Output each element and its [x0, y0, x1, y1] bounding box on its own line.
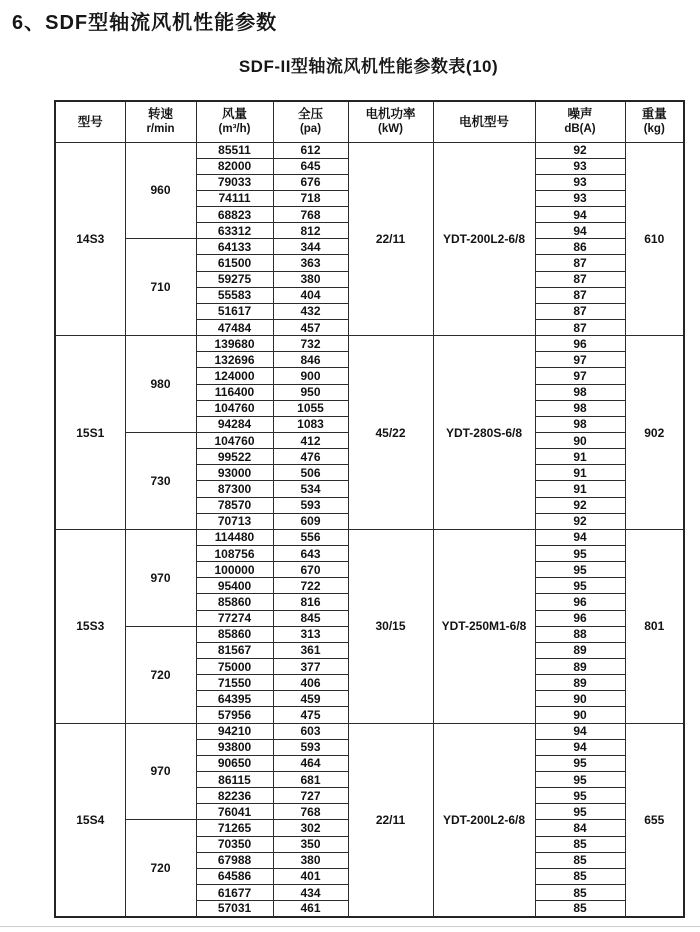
flow-cell: 61500: [196, 255, 273, 271]
header-label: 噪声: [567, 107, 593, 122]
pressure-cell: 603: [273, 723, 348, 739]
header-label: 重量: [641, 107, 667, 122]
pressure-cell: 556: [273, 529, 348, 545]
noise-cell: 95: [535, 804, 625, 820]
noise-cell: 91: [535, 465, 625, 481]
pressure-cell: 732: [273, 336, 348, 352]
pressure-cell: 1083: [273, 416, 348, 432]
noise-cell: 94: [535, 207, 625, 223]
noise-cell: 87: [535, 271, 625, 287]
flow-cell: 132696: [196, 352, 273, 368]
header-label: 电机功率: [365, 107, 416, 122]
noise-cell: 92: [535, 513, 625, 529]
noise-cell: 85: [535, 852, 625, 868]
weight-cell: 655: [625, 723, 684, 917]
flow-cell: 104760: [196, 433, 273, 449]
header-unit: r/min: [146, 123, 175, 136]
noise-cell: 95: [535, 546, 625, 562]
header-row: [55, 101, 684, 142]
noise-cell: 84: [535, 820, 625, 836]
noise-cell: 93: [535, 158, 625, 174]
col-header-model: [55, 101, 125, 142]
pressure-cell: 302: [273, 820, 348, 836]
flow-cell: 116400: [196, 384, 273, 400]
pressure-cell: 350: [273, 836, 348, 852]
pressure-cell: 718: [273, 190, 348, 206]
col-header-motor: [433, 101, 535, 142]
weight-cell: 801: [625, 529, 684, 723]
pressure-cell: 609: [273, 513, 348, 529]
flow-cell: 75000: [196, 659, 273, 675]
pressure-cell: 676: [273, 174, 348, 190]
table-title: SDF-II型轴流风机性能参数表(10): [238, 57, 499, 76]
pressure-cell: 412: [273, 433, 348, 449]
noise-cell: 97: [535, 368, 625, 384]
flow-cell: 139680: [196, 336, 273, 352]
noise-cell: 98: [535, 400, 625, 416]
header-unit: (pa): [299, 123, 322, 136]
flow-cell: 87300: [196, 481, 273, 497]
power-cell: 30/15: [348, 529, 433, 723]
pressure-cell: 380: [273, 271, 348, 287]
speed-cell: 730: [125, 433, 196, 530]
noise-cell: 89: [535, 642, 625, 658]
pressure-cell: 768: [273, 804, 348, 820]
pressure-cell: 457: [273, 320, 348, 336]
flow-cell: 74111: [196, 190, 273, 206]
noise-cell: 91: [535, 481, 625, 497]
speed-cell: 970: [125, 529, 196, 626]
noise-cell: 88: [535, 626, 625, 642]
pressure-cell: 670: [273, 562, 348, 578]
flow-cell: 67988: [196, 852, 273, 868]
flow-cell: 70713: [196, 513, 273, 529]
pressure-cell: 401: [273, 868, 348, 884]
noise-cell: 95: [535, 578, 625, 594]
pressure-cell: 846: [273, 352, 348, 368]
flow-cell: 85860: [196, 594, 273, 610]
motor-cell: YDT-280S-6/8: [433, 336, 535, 530]
pressure-cell: 476: [273, 449, 348, 465]
noise-cell: 85: [535, 884, 625, 900]
noise-cell: 93: [535, 190, 625, 206]
flow-cell: 104760: [196, 400, 273, 416]
flow-cell: 93000: [196, 465, 273, 481]
pressure-cell: 722: [273, 578, 348, 594]
flow-cell: 108756: [196, 546, 273, 562]
flow-cell: 61677: [196, 884, 273, 900]
pressure-cell: 643: [273, 546, 348, 562]
pressure-cell: 432: [273, 303, 348, 319]
motor-cell: YDT-200L2-6/8: [433, 142, 535, 336]
col-header-pressure: [273, 101, 348, 142]
noise-cell: 87: [535, 303, 625, 319]
noise-cell: 94: [535, 723, 625, 739]
flow-cell: 76041: [196, 804, 273, 820]
pressure-cell: 461: [273, 901, 348, 917]
pressure-cell: 406: [273, 675, 348, 691]
header-label: 型号: [77, 114, 103, 129]
flow-cell: 63312: [196, 223, 273, 239]
noise-cell: 92: [535, 497, 625, 513]
noise-cell: 96: [535, 336, 625, 352]
noise-cell: 90: [535, 691, 625, 707]
model-cell: 15S4: [55, 723, 125, 917]
noise-cell: 87: [535, 320, 625, 336]
motor-cell: YDT-200L2-6/8: [433, 723, 535, 917]
model-cell: 14S3: [55, 142, 125, 336]
header-unit: (kg): [643, 123, 665, 136]
noise-cell: 93: [535, 174, 625, 190]
flow-cell: 70350: [196, 836, 273, 852]
pressure-cell: 380: [273, 852, 348, 868]
pressure-cell: 534: [273, 481, 348, 497]
pressure-cell: 377: [273, 659, 348, 675]
model-cell: 15S3: [55, 529, 125, 723]
pressure-cell: 645: [273, 158, 348, 174]
pressure-cell: 768: [273, 207, 348, 223]
speed-cell: 720: [125, 626, 196, 723]
header-label: 全压: [297, 107, 323, 122]
motor-cell: YDT-250M1-6/8: [433, 529, 535, 723]
flow-cell: 55583: [196, 287, 273, 303]
flow-cell: 59275: [196, 271, 273, 287]
col-header-speed: [125, 101, 196, 142]
pressure-cell: 816: [273, 594, 348, 610]
performance-table: [54, 100, 685, 918]
noise-cell: 89: [535, 675, 625, 691]
flow-cell: 77274: [196, 610, 273, 626]
col-header-noise: [535, 101, 625, 142]
noise-cell: 90: [535, 433, 625, 449]
flow-cell: 95400: [196, 578, 273, 594]
pressure-cell: 459: [273, 691, 348, 707]
pressure-cell: 363: [273, 255, 348, 271]
noise-cell: 96: [535, 610, 625, 626]
speed-cell: 710: [125, 239, 196, 336]
noise-cell: 94: [535, 739, 625, 755]
flow-cell: 47484: [196, 320, 273, 336]
pressure-cell: 404: [273, 287, 348, 303]
noise-cell: 92: [535, 142, 625, 158]
pressure-cell: 845: [273, 610, 348, 626]
page-title: 6、SDF型轴流风机性能参数: [12, 12, 278, 34]
page-edge-line: [0, 926, 700, 927]
flow-cell: 79033: [196, 174, 273, 190]
pressure-cell: 612: [273, 142, 348, 158]
flow-cell: 68823: [196, 207, 273, 223]
noise-cell: 96: [535, 594, 625, 610]
noise-cell: 85: [535, 868, 625, 884]
table-row: [55, 723, 684, 739]
speed-cell: 960: [125, 142, 196, 239]
col-header-flow: [196, 101, 273, 142]
flow-cell: 124000: [196, 368, 273, 384]
pressure-cell: 900: [273, 368, 348, 384]
weight-cell: 902: [625, 336, 684, 530]
noise-cell: 98: [535, 384, 625, 400]
power-cell: 22/11: [348, 142, 433, 336]
pressure-cell: 313: [273, 626, 348, 642]
pressure-cell: 950: [273, 384, 348, 400]
flow-cell: 86115: [196, 771, 273, 787]
flow-cell: 100000: [196, 562, 273, 578]
pressure-cell: 593: [273, 739, 348, 755]
flow-cell: 64133: [196, 239, 273, 255]
model-cell: 15S1: [55, 336, 125, 530]
header-label: 转速: [147, 107, 173, 122]
flow-cell: 64586: [196, 868, 273, 884]
table-row: [55, 336, 684, 352]
pressure-cell: 434: [273, 884, 348, 900]
pressure-cell: 506: [273, 465, 348, 481]
noise-cell: 87: [535, 255, 625, 271]
pressure-cell: 361: [273, 642, 348, 658]
table-row: [55, 142, 684, 158]
speed-cell: 980: [125, 336, 196, 433]
flow-cell: 85860: [196, 626, 273, 642]
flow-cell: 90650: [196, 755, 273, 771]
power-cell: 22/11: [348, 723, 433, 917]
noise-cell: 91: [535, 449, 625, 465]
pressure-cell: 1055: [273, 400, 348, 416]
pressure-cell: 344: [273, 239, 348, 255]
flow-cell: 85511: [196, 142, 273, 158]
flow-cell: 57031: [196, 901, 273, 917]
noise-cell: 94: [535, 223, 625, 239]
flow-cell: 99522: [196, 449, 273, 465]
header-label: 电机型号: [458, 114, 509, 129]
noise-cell: 90: [535, 707, 625, 723]
speed-cell: 970: [125, 723, 196, 820]
header-unit: (kW): [378, 123, 403, 136]
pressure-cell: 464: [273, 755, 348, 771]
speed-cell: 720: [125, 820, 196, 917]
pressure-cell: 727: [273, 788, 348, 804]
noise-cell: 86: [535, 239, 625, 255]
flow-cell: 82000: [196, 158, 273, 174]
noise-cell: 87: [535, 287, 625, 303]
noise-cell: 94: [535, 529, 625, 545]
header-unit: dB(A): [564, 123, 596, 136]
noise-cell: 85: [535, 901, 625, 917]
pressure-cell: 681: [273, 771, 348, 787]
flow-cell: 93800: [196, 739, 273, 755]
noise-cell: 95: [535, 755, 625, 771]
col-header-power: [348, 101, 433, 142]
flow-cell: 57956: [196, 707, 273, 723]
pressure-cell: 475: [273, 707, 348, 723]
flow-cell: 64395: [196, 691, 273, 707]
noise-cell: 95: [535, 788, 625, 804]
header-label: 风量: [221, 107, 247, 122]
noise-cell: 97: [535, 352, 625, 368]
flow-cell: 81567: [196, 642, 273, 658]
power-cell: 45/22: [348, 336, 433, 530]
flow-cell: 94210: [196, 723, 273, 739]
flow-cell: 78570: [196, 497, 273, 513]
pressure-cell: 812: [273, 223, 348, 239]
table-row: [55, 529, 684, 545]
weight-cell: 610: [625, 142, 684, 336]
flow-cell: 51617: [196, 303, 273, 319]
header-unit: (m³/h): [218, 123, 251, 136]
noise-cell: 98: [535, 416, 625, 432]
flow-cell: 114480: [196, 529, 273, 545]
noise-cell: 89: [535, 659, 625, 675]
flow-cell: 82236: [196, 788, 273, 804]
flow-cell: 94284: [196, 416, 273, 432]
noise-cell: 95: [535, 771, 625, 787]
noise-cell: 85: [535, 836, 625, 852]
pressure-cell: 593: [273, 497, 348, 513]
flow-cell: 71265: [196, 820, 273, 836]
col-header-weight: [625, 101, 684, 142]
flow-cell: 71550: [196, 675, 273, 691]
noise-cell: 95: [535, 562, 625, 578]
